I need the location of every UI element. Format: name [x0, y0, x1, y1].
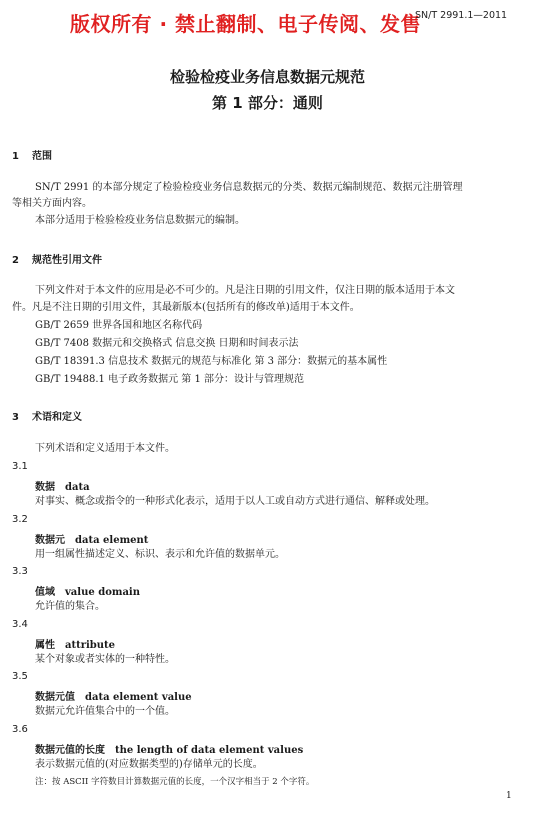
term-definition: 某个对象或者实体的一种特性。 [35, 654, 175, 665]
term-cn: 值域 [35, 587, 55, 598]
term-definition: 表示数据元值的(对应数据类型的)存储单元的长度。 [35, 759, 263, 770]
term-en: value domain [65, 587, 140, 598]
section-number: 2 [12, 255, 19, 266]
page-number: 1 [506, 791, 512, 801]
reference-item: GB/T 18391.3 信息技术 数据元的规范与标准化 第 3 部分：数据元的基本属性 [35, 356, 388, 367]
paragraph: 下列术语和定义适用于本文件。 [35, 443, 175, 454]
section-1-heading [12, 147, 52, 162]
term-cn: 数据 [35, 482, 55, 493]
paragraph-continuation: 等相关方面内容。 [12, 198, 92, 209]
paragraph: SN/T 2991 的本部分规定了检验检疫业务信息数据元的分类、数据元编制规范、数据元注册管理 [35, 182, 463, 193]
document-title: 检验检疫业务信息数据元规范 [169, 68, 365, 86]
term-heading [35, 688, 192, 703]
document-subtitle: 第 1 部分：通则 [212, 94, 323, 112]
section-title: 规范性引用文件 [32, 255, 102, 266]
term-definition: 用一组属性描述定义、标识、表示和允许值的数据单元。 [35, 549, 285, 560]
term-cn: 属性 [35, 640, 55, 651]
term-cn: 数据元 [35, 535, 65, 546]
term-en: the length of data element values [115, 745, 304, 756]
term-en: data element [75, 535, 149, 546]
term-en: attribute [65, 640, 116, 651]
paragraph: 下列文件对于本文件的应用是必不可少的。凡是注日期的引用文件，仅注日期的版本适用于本文 [35, 285, 455, 296]
section-number: 1 [12, 151, 19, 162]
term-number: 3.5 [12, 671, 28, 682]
note: 注：按 ASCII 字符数目计算数据元值的长度，一个汉字相当于 2 个字符。 [35, 777, 315, 787]
term-number: 3.2 [12, 514, 28, 525]
reference-item: GB/T 19488.1 电子政务数据元 第 1 部分：设计与管理规范 [35, 374, 304, 385]
term-definition: 对事实、概念或指令的一种形式化表示，适用于以人工或自动方式进行通信、解释或处理。 [35, 496, 435, 507]
section-title: 术语和定义 [32, 412, 82, 423]
term-number: 3.1 [12, 461, 28, 472]
term-heading [35, 531, 148, 546]
section-3-heading [12, 408, 82, 423]
term-definition: 允许值的集合。 [35, 601, 105, 612]
term-definition: 数据元允许值集合中的一个值。 [35, 706, 175, 717]
term-number: 3.4 [12, 619, 28, 630]
term-en: data [65, 482, 90, 493]
paragraph: 本部分适用于检验检疫业务信息数据元的编制。 [35, 215, 245, 226]
term-heading [35, 741, 303, 756]
standard-number: SN/T 2991.1—2011 [415, 10, 508, 21]
term-number: 3.3 [12, 566, 28, 577]
term-heading [35, 478, 90, 493]
reference-item: GB/T 7408 数据元和交换格式 信息交换 日期和时间表示法 [35, 338, 299, 349]
reference-item: GB/T 2659 世界各国和地区名称代码 [35, 320, 203, 331]
section-title: 范围 [32, 151, 52, 162]
paragraph-continuation: 件。凡是不注日期的引用文件，其最新版本(包括所有的修改单)适用于本文件。 [12, 302, 360, 313]
section-2-heading [12, 251, 102, 266]
term-cn: 数据元值的长度 [35, 745, 105, 756]
term-en: data element value [85, 692, 192, 703]
section-number: 3 [12, 412, 19, 423]
watermark: 版权所有 · 禁止翻制、电子传阅、发售 [70, 12, 422, 36]
term-number: 3.6 [12, 724, 28, 735]
term-heading [35, 583, 140, 598]
term-heading [35, 636, 115, 651]
term-cn: 数据元值 [35, 692, 75, 703]
